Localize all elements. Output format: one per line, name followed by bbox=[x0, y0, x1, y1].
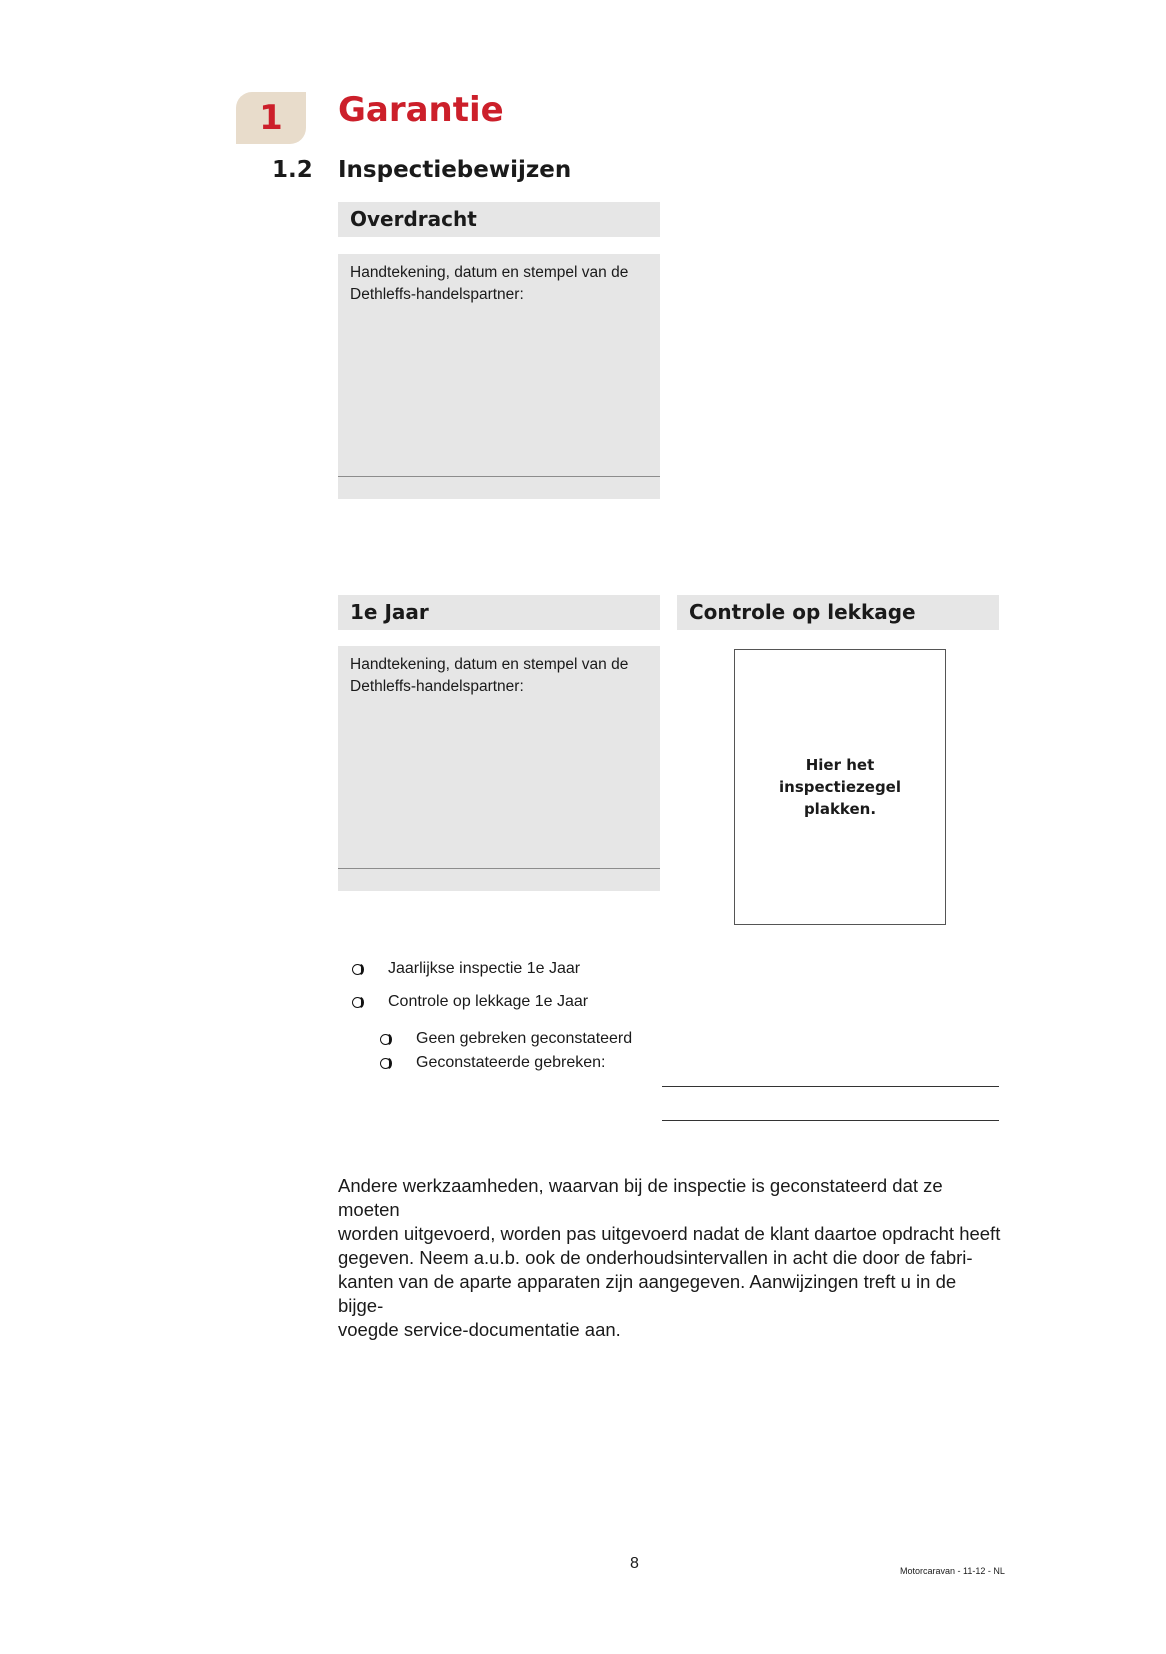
handover-signature-box[interactable] bbox=[338, 254, 660, 476]
checklist-item-annual-inspection[interactable] bbox=[352, 960, 580, 978]
leak-check-heading: Controle op lekkage bbox=[677, 595, 999, 630]
body-paragraph bbox=[338, 1174, 1003, 1342]
defects-write-line-1[interactable] bbox=[662, 1086, 999, 1087]
handover-sign-label-line1: Handtekening, datum en stempel van de bbox=[350, 264, 629, 281]
body-line: kanten van de aparte apparaten zijn aangegeven. Aanwijzingen treft u in de bijge- bbox=[338, 1271, 957, 1316]
seal-label-line1: Hier het inspectiezegel bbox=[779, 756, 901, 796]
checkbox-circle-icon[interactable] bbox=[380, 1034, 391, 1045]
chapter-number: 1 bbox=[259, 98, 283, 138]
year1-sign-label-line1: Handtekening, datum en stempel van de bbox=[350, 656, 629, 673]
defects-write-line-2[interactable] bbox=[662, 1120, 999, 1121]
checklist-label: Jaarlijkse inspectie 1e Jaar bbox=[388, 960, 581, 977]
checklist-subitem-no-defects[interactable] bbox=[380, 1030, 632, 1048]
section-title: Inspectiebewijzen bbox=[338, 157, 572, 183]
checklist-label: Geconstateerde gebreken: bbox=[416, 1054, 606, 1071]
checklist-label: Geen gebreken geconstateerd bbox=[416, 1030, 633, 1047]
document-code: Motorcaravan - 11-12 - NL bbox=[900, 1566, 1005, 1576]
checkbox-circle-icon[interactable] bbox=[380, 1058, 391, 1069]
checklist-label: Controle op lekkage 1e Jaar bbox=[388, 993, 589, 1010]
body-line: Andere werkzaamheden, waarvan bij de inspectie is geconstateerd dat ze moeten bbox=[338, 1175, 943, 1220]
checklist-item-leak-check[interactable] bbox=[352, 993, 588, 1011]
chapter-number-tab bbox=[236, 92, 306, 144]
checkbox-circle-icon[interactable] bbox=[352, 964, 363, 975]
seal-label-line2: plakken. bbox=[803, 800, 877, 818]
section-number: 1.2 bbox=[272, 157, 313, 183]
body-line: gegeven. Neem a.u.b. ook de onderhoudsintervallen in acht die door de fabri- bbox=[338, 1247, 973, 1268]
body-line: worden uitgevoerd, worden pas uitgevoerd nadat de klant daartoe opdracht heeft bbox=[338, 1223, 1001, 1244]
body-line: voegde service-documentatie aan. bbox=[338, 1319, 621, 1340]
year1-signature-footer bbox=[338, 869, 660, 891]
page-number: 8 bbox=[630, 1555, 639, 1572]
checkbox-circle-icon[interactable] bbox=[352, 997, 363, 1008]
chapter-title: Garantie bbox=[338, 90, 504, 130]
handover-heading: Overdracht bbox=[338, 202, 660, 237]
inspection-seal-box[interactable] bbox=[734, 649, 946, 925]
handover-sign-label-line2: Dethleffs-handelspartner: bbox=[350, 286, 524, 303]
handover-signature-footer bbox=[338, 477, 660, 499]
year1-heading: 1e Jaar bbox=[338, 595, 660, 630]
year1-signature-box[interactable] bbox=[338, 646, 660, 868]
year1-sign-label-line2: Dethleffs-handelspartner: bbox=[350, 678, 524, 695]
checklist-subitem-defects[interactable] bbox=[380, 1054, 605, 1072]
